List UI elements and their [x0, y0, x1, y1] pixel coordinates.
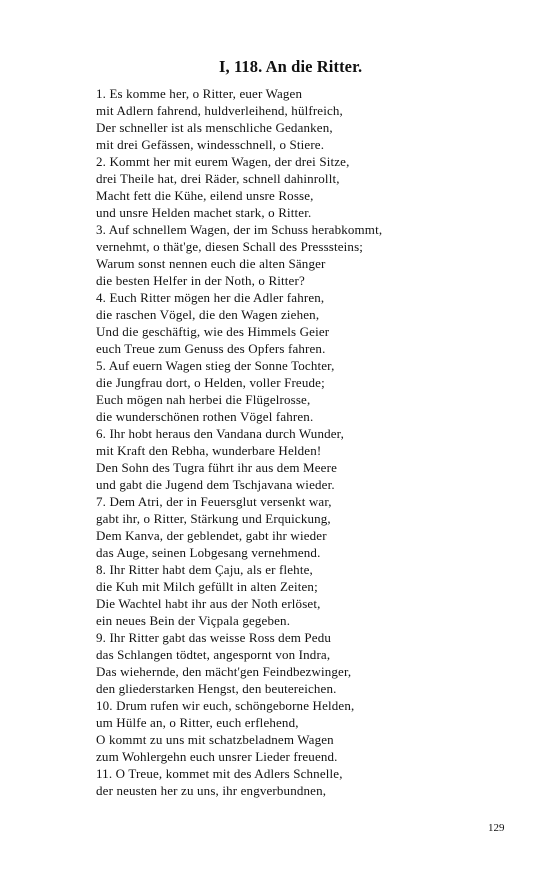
poem-line: ein neues Bein der Viçpala gegeben.	[96, 613, 291, 628]
poem-line: 10. Drum rufen wir euch, schöngeborne Helden,	[96, 698, 355, 713]
poem-line: Dem Kanva, der geblendet, gabt ihr wieder	[96, 528, 327, 543]
poem-line: Das wiehernde, den mächt'gen Feindbezwinger,	[96, 664, 352, 679]
poem-line: 8. Ihr Ritter habt dem Çaju, als er flehte,	[96, 562, 313, 577]
poem-line: vernehmt, o thät'ge, diesen Schall des Presssteins;	[96, 239, 364, 254]
poem-line: die Kuh mit Milch gefüllt in alten Zeiten;	[96, 579, 318, 594]
poem-line: Die Wachtel habt ihr aus der Noth erlöset,	[96, 596, 321, 611]
poem-line: 11. O Treue, kommet mit des Adlers Schnelle,	[96, 766, 343, 781]
poem-line: das Auge, seinen Lobgesang vernehmend.	[96, 545, 321, 560]
poem-line: O kommt zu uns mit schatzbeladnem Wagen	[96, 732, 334, 747]
poem-line: 2. Kommt her mit eurem Wagen, der drei Sitze,	[96, 154, 350, 169]
poem-line: mit drei Gefässen, windesschnell, o Stiere.	[96, 137, 325, 152]
poem-line: Euch mögen nah herbei die Flügelrosse,	[96, 392, 311, 407]
poem-line: Macht fett die Kühe, eilend unsre Rosse,	[96, 188, 314, 203]
page-number: 129	[488, 822, 505, 834]
poem-line: um Hülfe an, o Ritter, euch erflehend,	[96, 715, 299, 730]
poem-line: 5. Auf euern Wagen stieg der Sonne Tochter,	[96, 358, 335, 373]
poem-line: das Schlangen tödtet, angespornt von Indra,	[96, 647, 331, 662]
poem-line: drei Theile hat, drei Räder, schnell dahinrollt,	[96, 171, 340, 186]
poem-line: mit Adlern fahrend, huldverleihend, hülfreich,	[96, 103, 343, 118]
poem-line: und unsre Helden machet stark, o Ritter.	[96, 205, 312, 220]
poem-line: 1. Es komme her, o Ritter, euer Wagen	[96, 86, 303, 101]
poem-line: und gabt die Jugend dem Tschjavana wieder.	[96, 477, 335, 492]
poem-line: gabt ihr, o Ritter, Stärkung und Erquickung,	[96, 511, 331, 526]
poem-line: der neusten her zu uns, ihr engverbundnen,	[96, 783, 327, 798]
poem-line: die raschen Vögel, die den Wagen ziehen,	[96, 307, 320, 322]
poem-line: euch Treue zum Genuss des Opfers fahren.	[96, 341, 326, 356]
poem-line: die besten Helfer in der Noth, o Ritter?	[96, 273, 305, 288]
poem-line: Den Sohn des Tugra führt ihr aus dem Meere	[96, 460, 337, 475]
poem-line: 9. Ihr Ritter gabt das weisse Ross dem Pedu	[96, 630, 332, 645]
poem-line: zum Wohlergehn euch unsrer Lieder freuend.	[96, 749, 338, 764]
poem-line: Und die geschäftig, wie des Himmels Geier	[96, 324, 330, 339]
poem-line: 4. Euch Ritter mögen her die Adler fahren,	[96, 290, 325, 305]
poem-line: 7. Dem Atri, der in Feuersglut versenkt war,	[96, 494, 332, 509]
poem-line: den gliederstarken Hengst, den beutereichen.	[96, 681, 337, 696]
poem-line: 3. Auf schnellem Wagen, der im Schuss herabkommt,	[96, 222, 383, 237]
poem-line: Warum sonst nennen euch die alten Sänger	[96, 256, 326, 271]
poem-line: die Jungfrau dort, o Helden, voller Freude;	[96, 375, 325, 390]
poem-line: die wunderschönen rothen Vögel fahren.	[96, 409, 314, 424]
poem-line: 6. Ihr hobt heraus den Vandana durch Wunder,	[96, 426, 345, 441]
page-title: I, 118. An die Ritter.	[219, 57, 363, 76]
poem-body	[96, 85, 516, 799]
poem-line: Der schneller ist als menschliche Gedanken,	[96, 120, 333, 135]
poem-line: mit Kraft den Rebha, wunderbare Helden!	[96, 443, 322, 458]
